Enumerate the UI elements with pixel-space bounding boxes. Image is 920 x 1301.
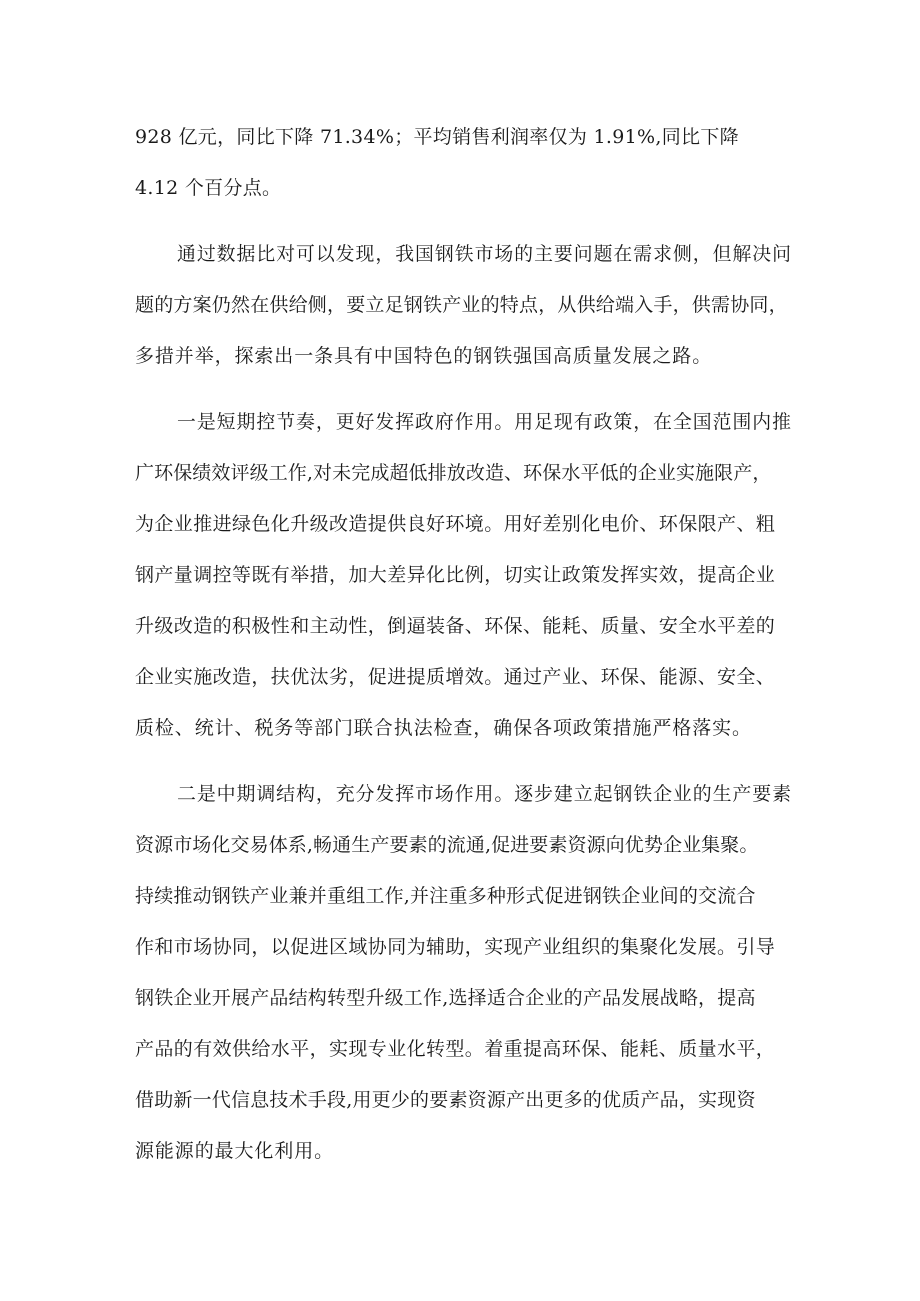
paragraph-3-line-6: 企业实施改造，扶优汰劣，促进提质增效。通过产业、环保、能源、安全、 — [135, 666, 776, 688]
paragraph-3-line-1: 一是短期控节奏，更好发挥政府作用。用足现有政策，在全国范围内推 — [177, 411, 792, 433]
paragraph-1-line-2: 4.12 个百分点。 — [135, 177, 282, 199]
paragraph-4-line-3: 持续推动钢铁产业兼并重组工作,并注重多种形式促进钢铁企业间的交流合 — [135, 885, 756, 907]
paragraph-2-line-2: 题的方案仍然在供给侧，要立足钢铁产业的特点，从供给端入手，供需协同， — [135, 294, 788, 316]
paragraph-4-line-7: 借助新一代信息技术手段,用更少的要素资源产出更多的优质产品，实现资 — [135, 1089, 756, 1111]
paragraph-4-line-1: 二是中期调结构，充分发挥市场作用。逐步建立起钢铁企业的生产要素 — [177, 783, 792, 805]
paragraph-1-line-1: 928 亿元，同比下降 71.34%；平均销售利润率仅为 1.91%,同比下降 — [135, 126, 739, 148]
paragraph-4-line-8: 源能源的最大化利用。 — [135, 1140, 335, 1162]
paragraph-4-line-5: 钢铁企业开展产品结构转型升级工作,选择适合企业的产品发展战略，提高 — [135, 987, 756, 1009]
paragraph-3-line-3: 为企业推进绿色化升级改造提供良好环境。用好差别化电价、环保限产、粗 — [135, 513, 776, 535]
paragraph-4-line-2: 资源市场化交易体系,畅通生产要素的流通,促进要素资源向优势企业集聚。 — [135, 834, 759, 856]
paragraph-4-line-4: 作和市场协同，以促进区域协同为辅助，实现产业组织的集聚化发展。引导 — [135, 936, 776, 958]
paragraph-3-line-7: 质检、统计、税务等部门联合执法检查，确保各项政策措施严格落实。 — [135, 717, 752, 739]
paragraph-3-line-5: 升级改造的积极性和主动性，倒逼装备、环保、能耗、质量、安全水平差的 — [135, 615, 776, 637]
paragraph-4-line-6: 产品的有效供给水平，实现专业化转型。着重提高环保、能耗、质量水平， — [135, 1038, 776, 1060]
paragraph-2-line-1: 通过数据比对可以发现，我国钢铁市场的主要问题在需求侧，但解决问 — [177, 243, 792, 265]
paragraph-3-line-4: 钢产量调控等既有举措，加大差异化比例，切实让政策发挥实效，提高企业 — [135, 564, 776, 586]
paragraph-3-line-2: 广环保绩效评级工作,对未完成超低排放改造、环保水平低的企业实施限产， — [135, 462, 772, 484]
paragraph-2-line-3: 多措并举，探索出一条具有中国特色的钢铁强国高质量发展之路。 — [135, 345, 713, 367]
